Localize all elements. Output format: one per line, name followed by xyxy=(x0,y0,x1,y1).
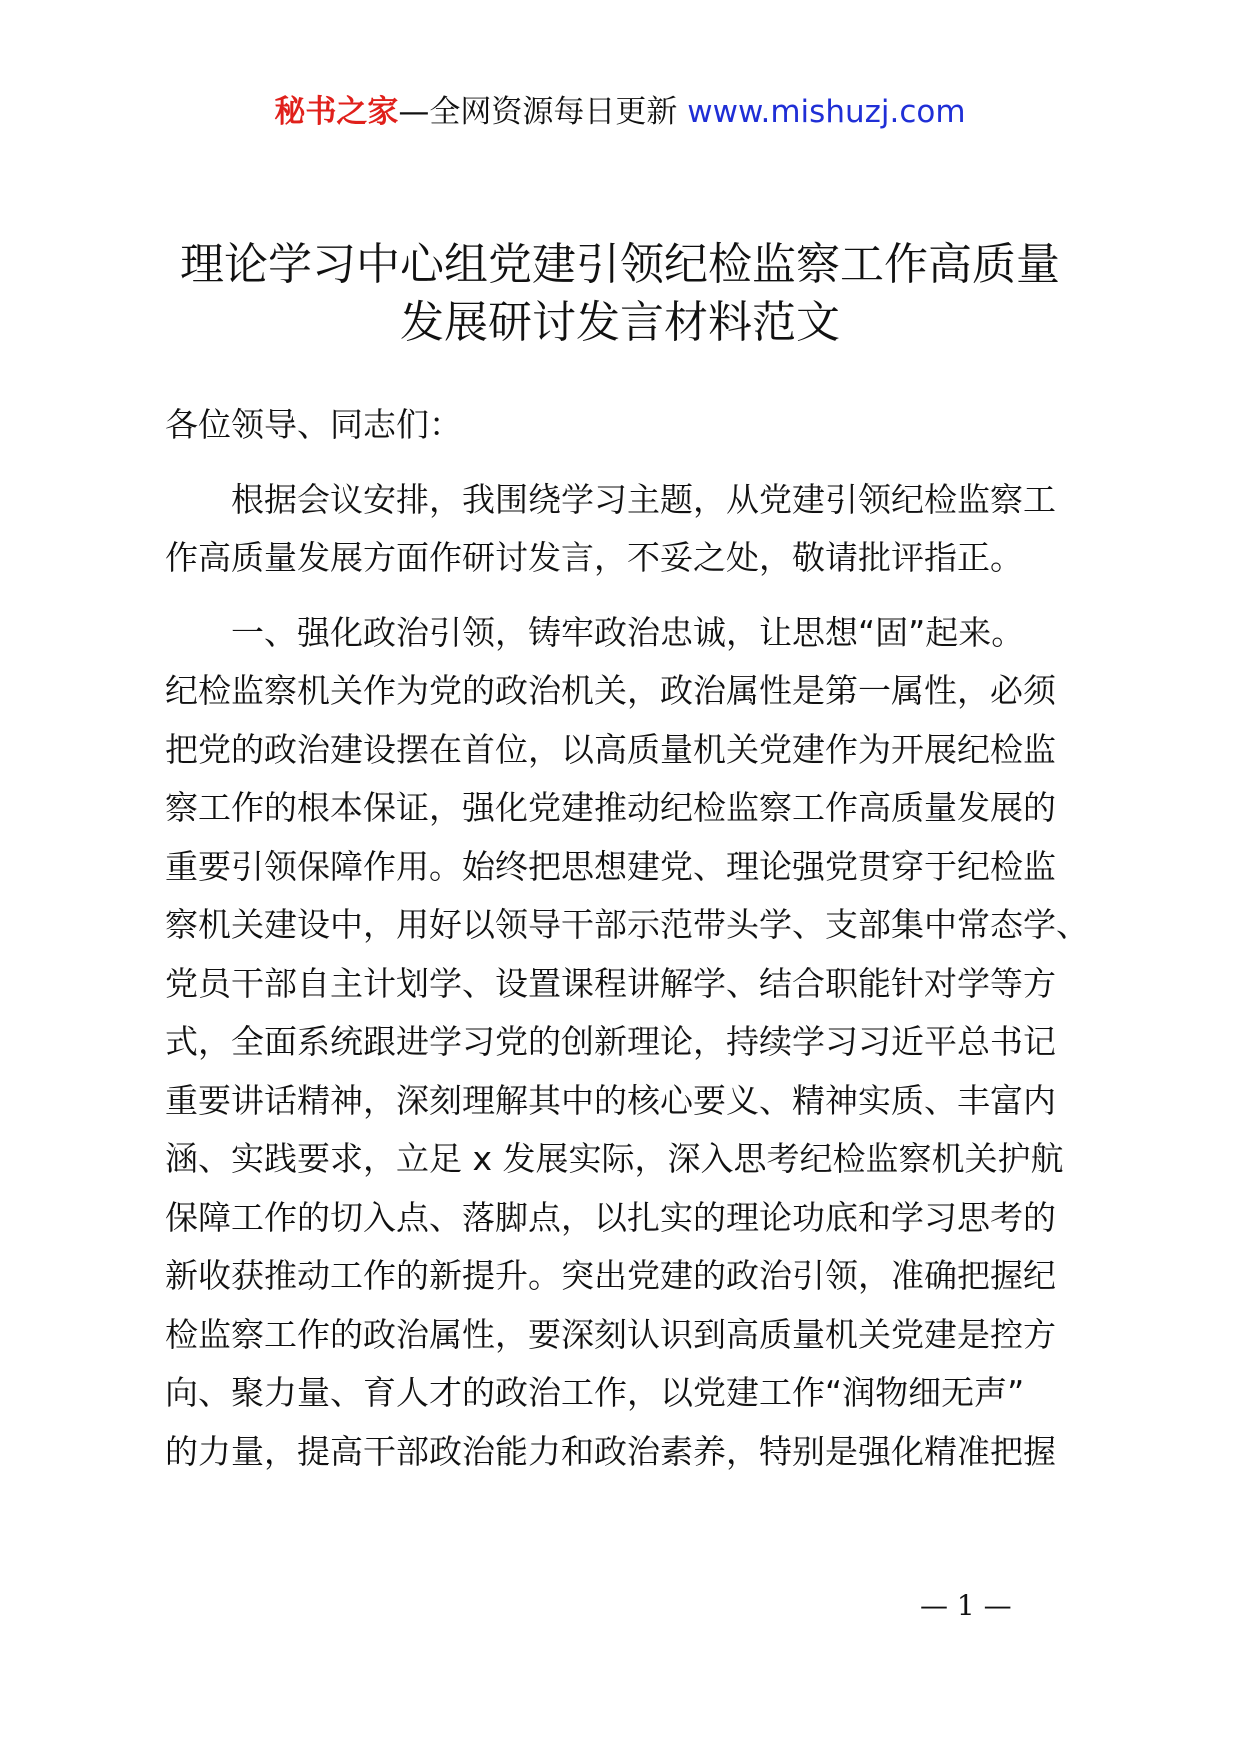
section-1-line: 察工作的根本保证，强化党建推动纪检监察工作高质量发展的 xyxy=(165,788,1056,827)
page-number: — 1 — xyxy=(920,1589,1012,1622)
site-url-link[interactable]: www.mishuzj.com xyxy=(687,94,966,130)
intro-paragraph xyxy=(165,471,1085,588)
section-1-line: 式，全面系统跟进学习党的创新理论，持续学习习近平总书记 xyxy=(165,1022,1056,1061)
section-1-paragraph xyxy=(165,604,1089,1482)
site-header xyxy=(0,92,1240,132)
section-1-line: 把党的政治建设摆在首位，以高质量机关党建作为开展纪检监 xyxy=(165,729,1056,769)
section-1-line: 纪检监察机关作为党的政治机关，政治属性是第一属性，必须 xyxy=(165,671,1056,710)
section-1-line: 新收获推动工作的新提升。突出党建的政治引领，准确把握纪 xyxy=(165,1256,1056,1295)
section-1-line: 的力量，提高干部政治能力和政治素养，特别是强化精准把握 xyxy=(165,1431,1056,1471)
intro-line: 作高质量发展方面作研讨发言，不妥之处，敬请批评指正。 xyxy=(165,538,1023,577)
document-title xyxy=(150,236,1090,352)
site-brand: 秘书之家 xyxy=(274,94,399,130)
site-tagline: —全网资源每日更新 xyxy=(398,94,678,130)
intro-line: 根据会议安排，我围绕学习主题，从党建引领纪检监察工 xyxy=(231,479,1056,519)
title-line-1: 理论学习中心组党建引领纪检监察工作高质量 xyxy=(180,239,1060,290)
section-1-line: 检监察工作的政治属性，要深刻认识到高质量机关党建是控方 xyxy=(165,1314,1056,1354)
section-1-line: 察机关建设中，用好以领导干部示范带头学、支部集中常态学、 xyxy=(165,905,1089,944)
section-1-line: 涵、实践要求，立足 x 发展实际，深入思考纪检监察机关护航 xyxy=(165,1139,1064,1178)
section-1-line: 保障工作的切入点、落脚点，以扎实的理论功底和学习思考的 xyxy=(165,1197,1056,1237)
salutation: 各位领导、同志们： xyxy=(165,405,462,444)
section-1-line: 重要讲话精神，深刻理解其中的核心要义、精神实质、丰富内 xyxy=(165,1080,1056,1120)
title-line-2: 发展研讨发言材料范文 xyxy=(400,297,840,348)
section-1-line: 向、聚力量、育人才的政治工作，以党建工作“润物细无声” xyxy=(165,1373,1025,1412)
section-1-line: 党员干部自主计划学、设置课程讲解学、结合职能针对学等方 xyxy=(165,963,1056,1003)
section-1-heading: 一、强化政治引领，铸牢政治忠诚，让思想“固”起来。 xyxy=(231,612,1025,652)
section-1-line: 重要引领保障作用。始终把思想建党、理论强党贯穿于纪检监 xyxy=(165,846,1056,886)
document-body xyxy=(165,396,1089,1481)
